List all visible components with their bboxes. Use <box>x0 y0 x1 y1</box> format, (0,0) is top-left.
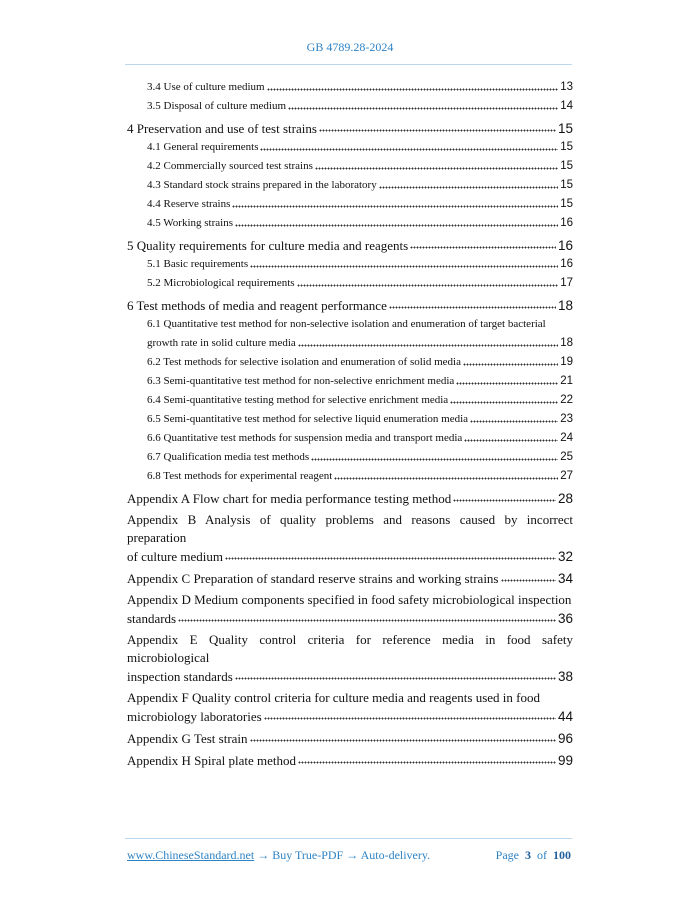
of-label: of <box>537 848 547 862</box>
toc-entry-title: 5 Quality requirements for culture media and reagents <box>127 238 409 253</box>
page-footer <box>127 848 571 863</box>
dot-leader <box>464 439 558 443</box>
toc-entry-title: inspection standards <box>127 669 233 684</box>
toc-entry-title: 6.4 Semi-quantitative testing method for selective enrichment media <box>147 394 449 406</box>
footer-tagline: → Buy True-PDF → Auto-delivery. <box>254 848 431 862</box>
toc-entry-title: of culture medium <box>127 549 224 564</box>
page-label: Page <box>495 848 519 862</box>
toc-entry-title: Appendix H Spiral plate method <box>127 753 296 768</box>
footer-divider <box>125 838 572 839</box>
toc-page-number: 16 <box>560 258 573 270</box>
dot-leader <box>311 458 558 462</box>
toc-entry-title: 5.2 Microbiological requirements <box>147 277 295 289</box>
toc-page-number: 18 <box>560 337 573 349</box>
dot-leader <box>260 148 558 152</box>
toc-entry[interactable] <box>127 296 573 315</box>
toc-page-number: 16 <box>557 238 573 253</box>
toc-entry-title: microbiology laboratories <box>127 709 262 724</box>
toc-page-number: 23 <box>560 413 573 425</box>
dot-leader <box>456 382 558 386</box>
toc-entry-title: 6.3 Semi-quantitative test method for non-selective enrichment media <box>147 375 455 387</box>
toc-entry[interactable] <box>127 353 573 372</box>
toc-page-number: 17 <box>560 277 573 289</box>
dot-leader <box>334 477 558 481</box>
toc-entry-title: 4.5 Working strains <box>147 217 233 229</box>
toc-entry[interactable] <box>127 138 573 157</box>
toc-page-number: 15 <box>560 179 573 191</box>
dot-leader <box>453 499 556 503</box>
dot-leader <box>264 717 556 721</box>
toc-page-number: 24 <box>560 432 573 444</box>
toc-entry-title: 4.1 General requirements <box>147 141 259 153</box>
dot-leader <box>225 557 556 561</box>
dot-leader <box>297 284 559 288</box>
dot-leader <box>235 677 556 681</box>
toc-entry[interactable] <box>127 391 573 410</box>
website-link[interactable]: www.ChineseStandard.net <box>127 848 255 862</box>
toc-entry[interactable] <box>127 489 573 508</box>
dot-leader <box>232 205 558 209</box>
toc-page-number: 44 <box>557 709 573 724</box>
dot-leader <box>178 619 556 623</box>
toc-entry-title: Appendix C Preparation of standard reserve strains and working strains <box>127 571 499 586</box>
toc-entry-title: 3.5 Disposal of culture medium <box>147 100 287 112</box>
toc-entry[interactable] <box>127 176 573 195</box>
toc-entry-title: 6.8 Test methods for experimental reagent <box>147 470 333 482</box>
toc-page-number: 25 <box>560 451 573 463</box>
dot-leader <box>315 167 558 171</box>
toc-page-number: 36 <box>557 611 573 626</box>
dot-leader <box>288 107 558 111</box>
toc-page-number: 13 <box>560 81 573 93</box>
toc-entry[interactable] <box>127 119 573 138</box>
toc-page-number: 15 <box>560 198 573 210</box>
toc-page-number: 99 <box>557 753 573 768</box>
toc-entry-title-line: 6.1 Quantitative test method for non-selective isolation and enumeration of target bacterial <box>147 318 546 330</box>
toc-entry[interactable] <box>127 372 573 391</box>
toc-entry-title: Appendix G Test strain <box>127 731 248 746</box>
dot-leader <box>298 344 558 348</box>
toc-entry-title: 6.2 Test methods for selective isolation and enumeration of solid media <box>147 356 461 368</box>
toc-entry[interactable] <box>127 751 573 770</box>
toc-page-number: 19 <box>560 356 573 368</box>
document-header: GB 4789.28-2024 <box>306 40 394 54</box>
toc-entry[interactable] <box>127 591 573 628</box>
dot-leader <box>235 224 558 228</box>
dot-leader <box>298 761 556 765</box>
toc-entry-title: 5.1 Basic requirements <box>147 258 249 270</box>
toc-entry[interactable] <box>127 448 573 467</box>
toc-entry-title-line: Appendix B Analysis of quality problems and reasons caused by incorrect preparation <box>127 512 573 545</box>
toc-page-number: 15 <box>557 121 573 136</box>
toc-entry[interactable] <box>127 429 573 448</box>
toc-entry[interactable] <box>127 569 573 588</box>
toc-page-number: 96 <box>557 731 573 746</box>
toc-entry[interactable] <box>127 729 573 748</box>
page-indicator <box>496 848 571 863</box>
toc-entry-title: standards <box>127 611 177 626</box>
toc-entry-title: 4.4 Reserve strains <box>147 198 231 210</box>
toc-entry-title-line: Appendix E Quality control criteria for reference media in food safety microbiological <box>127 632 573 665</box>
toc-page-number: 38 <box>557 669 573 684</box>
toc-entry[interactable] <box>127 78 573 97</box>
toc-page-number: 21 <box>560 375 573 387</box>
toc-entry[interactable] <box>127 511 573 566</box>
current-page: 3 <box>525 848 531 862</box>
toc-entry-title-line: Appendix F Quality control criteria for culture media and reagents used in food <box>127 690 540 705</box>
toc-page-number: 15 <box>560 160 573 172</box>
toc-entry[interactable] <box>127 689 573 726</box>
toc-entry-title: Appendix A Flow chart for media performance testing method <box>127 491 452 506</box>
header-divider <box>125 64 572 65</box>
total-pages: 100 <box>553 848 571 862</box>
dot-leader <box>450 401 558 405</box>
toc-entry-title: 6.6 Quantitative test methods for suspension media and transport media <box>147 432 463 444</box>
toc-page-number: 28 <box>557 491 573 506</box>
toc-entry-title: 6 Test methods of media and reagent performance <box>127 298 387 313</box>
dot-leader <box>463 363 558 367</box>
toc-entry[interactable] <box>127 195 573 214</box>
toc-page-number: 15 <box>560 141 573 153</box>
toc-entry-title: growth rate in solid culture media <box>147 337 296 349</box>
toc-page-number: 32 <box>557 549 573 564</box>
toc-page-number: 16 <box>560 217 573 229</box>
dot-leader <box>250 265 558 269</box>
dot-leader <box>250 739 556 743</box>
dot-leader <box>267 88 559 92</box>
toc-entry[interactable] <box>127 274 573 293</box>
dot-leader <box>379 186 558 190</box>
dot-leader <box>501 579 556 583</box>
toc-entry-title: 4.2 Commercially sourced test strains <box>147 160 313 172</box>
toc-page-number: 34 <box>557 571 573 586</box>
toc-entry-title: 4 Preservation and use of test strains <box>127 121 317 136</box>
toc-entry-title-line: Appendix D Medium components specified in food safety microbiological inspection <box>127 592 572 607</box>
toc-entry[interactable] <box>127 97 573 116</box>
toc-entry[interactable] <box>127 467 573 486</box>
toc-entry-title: 6.7 Qualification media test methods <box>147 451 310 463</box>
toc-entry-title: 6.5 Semi-quantitative test method for selective liquid enumeration media <box>147 413 469 425</box>
toc-entry-title: 4.3 Standard stock strains prepared in the laboratory <box>147 179 377 191</box>
toc-page-number: 27 <box>560 470 573 482</box>
table-of-contents <box>127 78 573 770</box>
toc-entry[interactable] <box>127 157 573 176</box>
toc-entry[interactable] <box>127 410 573 429</box>
toc-page-number: 14 <box>560 100 573 112</box>
toc-page-number: 18 <box>557 298 573 313</box>
toc-entry[interactable] <box>127 631 573 686</box>
dot-leader <box>319 129 556 133</box>
toc-entry-title: 3.4 Use of culture medium <box>147 81 265 93</box>
toc-entry[interactable] <box>127 255 573 274</box>
toc-entry[interactable] <box>127 236 573 255</box>
toc-entry[interactable] <box>127 315 573 353</box>
dot-leader <box>410 246 556 250</box>
toc-page-number: 22 <box>560 394 573 406</box>
toc-entry[interactable] <box>127 214 573 233</box>
dot-leader <box>470 420 558 424</box>
dot-leader <box>389 306 556 310</box>
